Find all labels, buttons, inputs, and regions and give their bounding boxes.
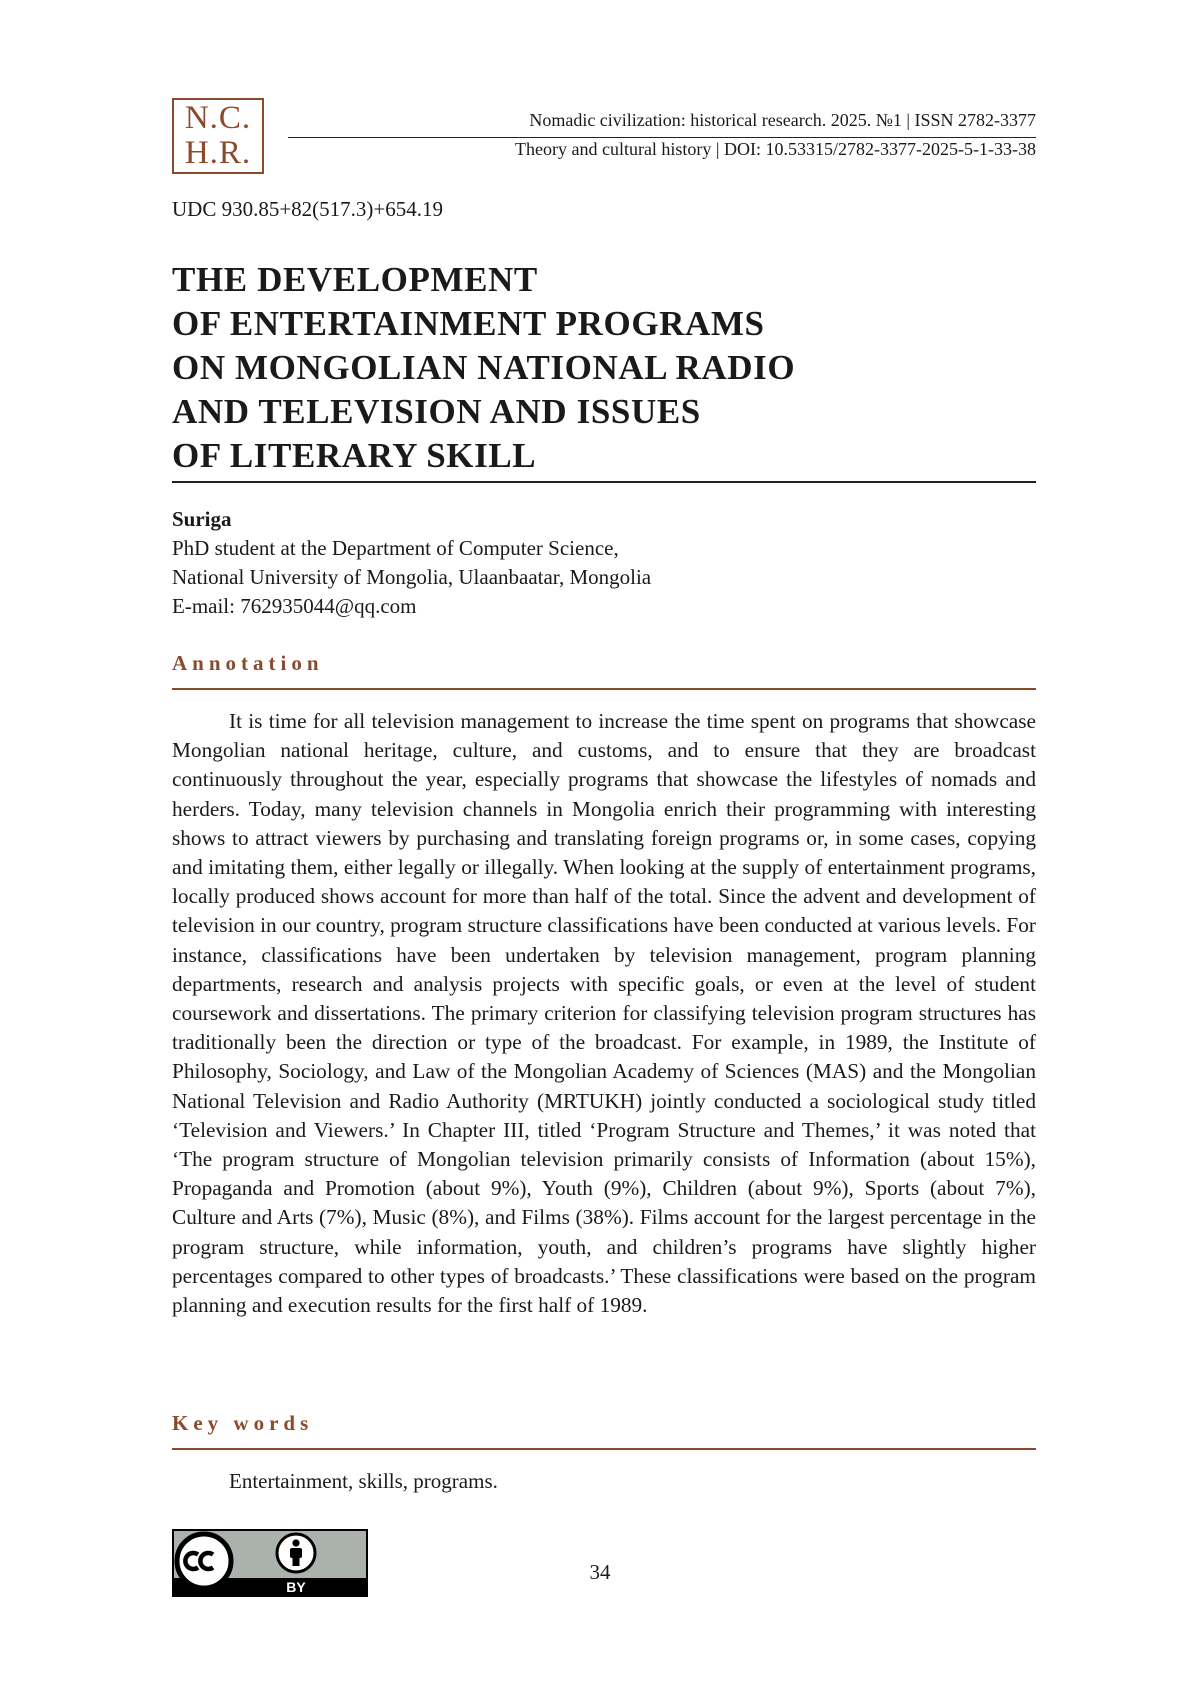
title-line: OF LITERARY SKILL: [172, 436, 537, 475]
header-divider: [288, 137, 1036, 138]
title-line: ON MONGOLIAN NATIONAL RADIO: [172, 348, 796, 387]
annotation-divider: [172, 688, 1036, 690]
title-line: AND TELEVISION AND ISSUES: [172, 392, 701, 431]
author-affiliation: National University of Mongolia, Ulaanbaatar, Mongolia: [172, 565, 652, 589]
journal-logo-line1: N.C.: [184, 100, 252, 136]
journal-logo: [172, 98, 264, 174]
title-line: OF ENTERTAINMENT PROGRAMS: [172, 304, 765, 343]
page-number: 34: [589, 1560, 611, 1584]
title-line: THE DEVELOPMENT: [172, 260, 538, 299]
author-block: [172, 505, 651, 621]
author-position: PhD student at the Department of Computer Science,: [172, 536, 619, 560]
author-email: E-mail: 762935044@qq.com: [172, 594, 417, 618]
license-label: BY: [286, 1579, 306, 1595]
journal-logo-line2: H.R.: [184, 135, 252, 171]
journal-header-citation: Nomadic civilization: historical research. 2025. №1 | ISSN 2782-3377: [529, 110, 1036, 130]
keywords-heading: Key words: [172, 1411, 314, 1435]
annotation-text: It is time for all television management to increase the time spent on programs that showcase Mongolian national heritage, culture, and customs, and to ensure that they are broadcast continuously throughout the year, especially programs that showcase the lifestyles of nomads and herders. Today, many television channels in Mongolia enrich their programming with interesting shows to attract viewers by purchasing and translating foreign programs or, in some cases, copying and imitating them, either legally or illegally. When looking at the supply of entertainment programs, locally produced shows account for more than half of the total. Since the advent and development of television in our country, program structure classifications have been conducted at various levels. For instance, classifications have been undertaken by television management, program planning departments, research and analysis projects with specific goals, or even at the level of student coursework and dissertations. The primary criterion for classifying television program structures has traditionally been the direction or type of the broadcast. For example, in 1989, the Institute of Philosophy, Sociology, and Law of the Mongolian Academy of Sciences (MAS) and the Mongolian National Television and Radio Authority (MRTUKH) jointly conducted a sociological study titled ‘Television and Viewers.’ In Chapter III, titled ‘Program Structure and Themes,’ it was noted that ‘The program structure of Mongolian television primarily consists of Information (about 15%), Propaganda and Promotion (about 9%), Youth (9%), Children (about 9%), Sports (about 7%), Culture and Arts (7%), Music (8%), and Films (38%). Films account for the largest percentage in the program structure, while information, youth, and children’s programs have slightly higher percentages compared to other types of broadcasts.’ These classifications were based on the program planning and execution results for the first half of 1989.: [172, 709, 1036, 1318]
keywords-divider: [172, 1448, 1036, 1450]
title-divider: [172, 481, 1036, 483]
article-title: [172, 258, 1032, 478]
journal-header-doi: Theory and cultural history | DOI: 10.53315/2782-3377-2025-5-1-33-38: [514, 139, 1036, 159]
keywords-text: Entertainment, skills, programs.: [229, 1469, 498, 1493]
annotation-heading: Annotation: [172, 651, 324, 675]
author-name: Suriga: [172, 507, 232, 531]
udc-code: UDC 930.85+82(517.3)+654.19: [172, 197, 444, 221]
